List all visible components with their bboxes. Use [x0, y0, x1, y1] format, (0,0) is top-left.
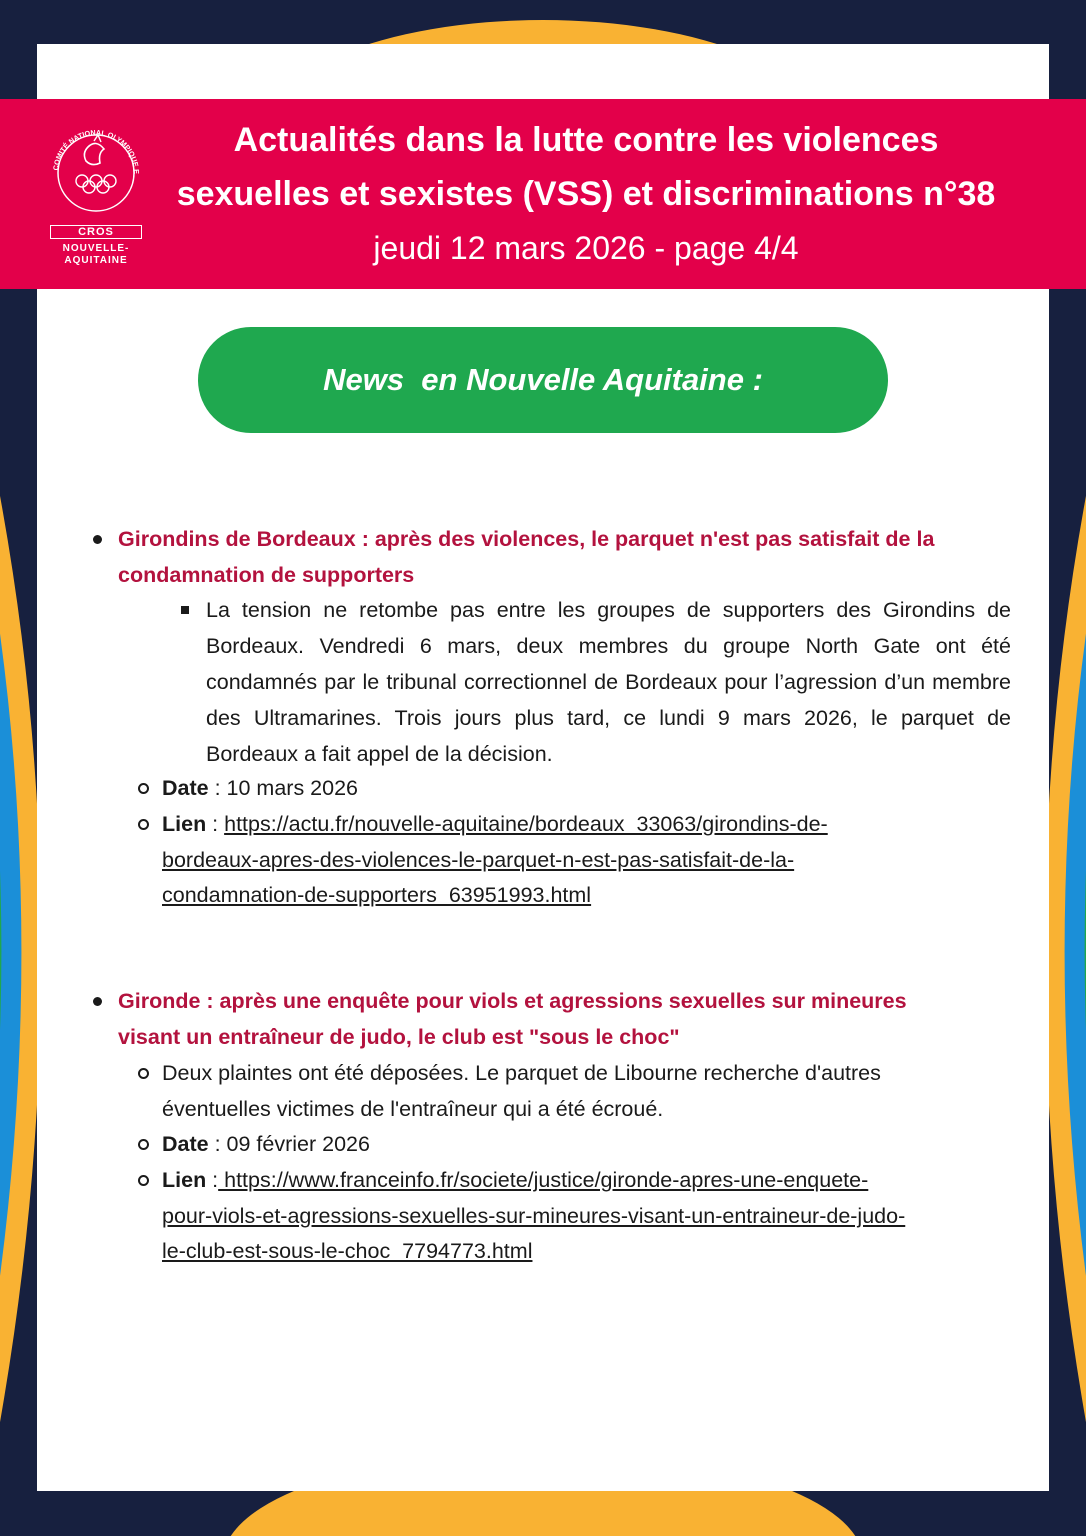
- circle-bullet: [138, 783, 149, 794]
- article-1-title-line2: condamnation de supporters: [118, 563, 415, 587]
- newsletter-title-line2: sexuelles et sexistes (VSS) et discriminations n°38: [176, 175, 996, 213]
- logo-region-line2: AQUITAINE: [64, 255, 128, 266]
- article-2-summary-line2: éventuelles victimes de l'entraîneur qui a été écroué.: [162, 1097, 664, 1121]
- article-1-link-part2[interactable]: bordeaux-apres-des-violences-le-parquet-n-est-pas-satisfait-de-la-: [162, 848, 795, 872]
- article-2-link-part1[interactable]: https://www.franceinfo.fr/societe/justice/gironde-apres-une-enquete-: [218, 1168, 869, 1192]
- newsletter-date-page: jeudi 12 mars 2026 - page 4/4: [373, 230, 799, 266]
- date-value: : 09 février 2026: [208, 1132, 370, 1156]
- circle-bullet: [138, 819, 149, 830]
- newsletter-title-line1: Actualités dans la lutte contre les violences: [233, 121, 939, 159]
- logo-cros-label: CROS: [50, 225, 142, 239]
- article-2-date: [162, 1126, 1012, 1162]
- circle-bullet: [138, 1068, 149, 1079]
- article-bullet: [93, 535, 102, 544]
- article-2-title-line1: Gironde : après une enquête pour viols et agressions sexuelles sur mineures: [118, 989, 907, 1013]
- link-label: Lien: [162, 812, 207, 836]
- article-2-link-row: [162, 1162, 1012, 1198]
- article-bullet: [93, 997, 102, 1006]
- article-1-summary: La tension ne retombe pas entre les groupes de supporters des Girondins de Bordeaux. Vendredi 6 mars, deux membres du groupe North Gate ont été condamnés par le tribunal correctionnel de Bordeaux pour l’agression d’un membre des Ultramarines. Trois jours plus tard, ce lundi 9 mars 2026, le parquet de Bordeaux a fait appel de la décision.: [206, 598, 1011, 766]
- article-2-link-part2[interactable]: pour-viols-et-agressions-sexuelles-sur-mineures-visant-un-entraineur-de-judo-: [162, 1204, 906, 1228]
- article-1-date: [162, 770, 1012, 806]
- article-2-summary-line1: Deux plaintes ont été déposées. Le parquet de Libourne recherche d'autres: [162, 1061, 881, 1085]
- circle-bullet: [138, 1139, 149, 1150]
- date-label: Date: [162, 776, 209, 800]
- article-1-link-part3[interactable]: condamnation-de-supporters_63951993.html: [162, 883, 592, 907]
- link-separator: :: [206, 812, 225, 836]
- link-separator: :: [206, 1168, 219, 1192]
- article-2-link-part3[interactable]: le-club-est-sous-le-choc_7794773.html: [162, 1239, 533, 1263]
- circle-bullet: [138, 1175, 149, 1186]
- logo-region-line1: NOUVELLE-: [62, 243, 130, 254]
- section-title-pill: News en Nouvelle Aquitaine :: [198, 327, 888, 433]
- article-2-title-line2: visant un entraîneur de judo, le club est "sous le choc": [118, 1025, 680, 1049]
- article-1-link-row: [162, 806, 1012, 842]
- date-label: Date: [162, 1132, 209, 1156]
- svg-text:COMITÉ NATIONAL OLYMPIQUE ET S: COMITÉ NATIONAL OLYMPIQUE E: [51, 127, 142, 175]
- square-bullet: [181, 606, 189, 614]
- link-label: Lien: [162, 1168, 207, 1192]
- date-value: : 10 mars 2026: [208, 776, 358, 800]
- article-1-title-line1: Girondins de Bordeaux : après des violences, le parquet n'est pas satisfait de la: [118, 527, 935, 551]
- article-1-link-part1[interactable]: https://actu.fr/nouvelle-aquitaine/bordeaux_33063/girondins-de-: [224, 812, 828, 836]
